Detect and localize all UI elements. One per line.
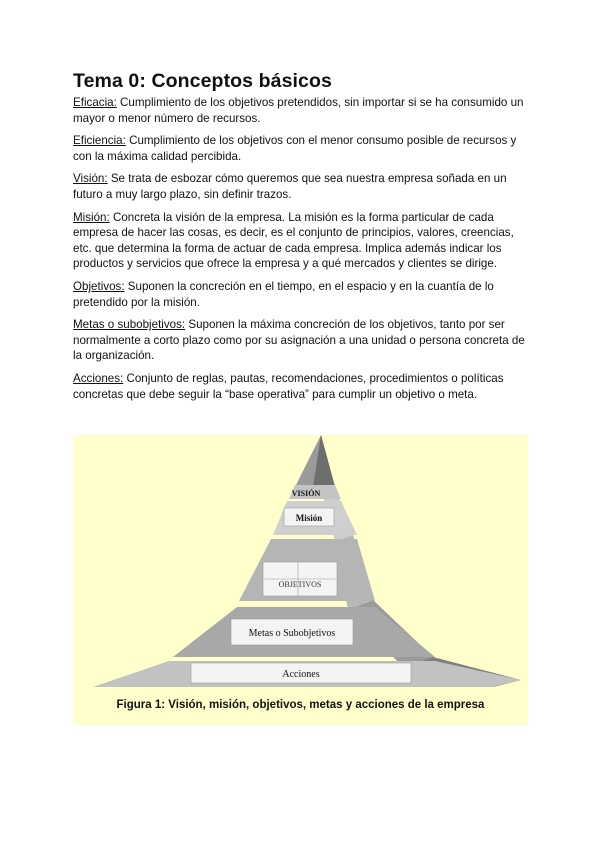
acciones-label: Acciones [282, 669, 320, 680]
page-title: Tema 0: Conceptos básicos [73, 70, 332, 92]
definition-text: Conjunto de reglas, pautas, recomendaciones, procedimientos o políticas concretas que debe seguir la “base operativa” para cumplir un objetivo o meta. [73, 371, 504, 401]
definition-objetivos [73, 279, 533, 310]
term-label: Acciones: [73, 371, 124, 385]
definition-text: Concreta la visión de la empresa. La misión es la forma particular de cada empresa de hacer las cosas, es decir, es el conjunto de principios, valores, creencias, etc. que determina la forma de actuar de cada empresa. Implica además indicar los productos y servicios que ofrece la empresa y a qué mercados y clientes se dirige. [73, 210, 514, 271]
definition-eficiencia [73, 133, 533, 164]
definition-text: Cumplimiento de los objetivos con el menor consumo posible de recursos y con la máxima calidad percibida. [73, 134, 517, 163]
definition-text: Suponen la máxima concreción de los objetivos, tanto por ser normalmente a corto plazo como por su asignación a una unidad o persona concreta de la organización. [73, 318, 525, 363]
term-label: Metas o subobjetivos: [73, 318, 186, 332]
term-label: Eficiencia: [73, 134, 126, 148]
metas-label: Metas o Subobjetivos [248, 628, 336, 639]
pyramid-figure [73, 435, 528, 725]
figure-caption: Figura 1: Visión, misión, objetivos, metas y acciones de la empresa [116, 699, 485, 711]
objetivos-label: OBJETIVOS [278, 580, 322, 589]
vision-label: VISIÓN [291, 489, 321, 498]
definition-mision [73, 210, 533, 272]
pyramid-diagram [73, 435, 528, 697]
definition-eficacia [73, 95, 533, 126]
term-label: Eficacia: [73, 96, 117, 109]
definition-text: Suponen la concreción en el tiempo, en el espacio y en la cuantía de lo pretendido por la misión. [73, 279, 494, 309]
document-page [73, 70, 533, 409]
mision-label: Misión [295, 513, 323, 523]
definition-text: Se trata de esbozar cómo queremos que sea nuestra empresa soñada en un futuro a muy largo plazo, sin definir trazos. [73, 172, 507, 201]
term-label: Visión: [73, 172, 108, 186]
definition-vision [73, 171, 533, 202]
definition-text: Cumplimiento de los objetivos pretendidos, sin importar si se ha consumido un mayor o menor número de recursos. [73, 96, 524, 125]
definition-acciones [73, 371, 533, 402]
term-label: Objetivos: [73, 279, 125, 293]
term-label: Misión: [73, 210, 110, 224]
definition-metas [73, 317, 533, 364]
